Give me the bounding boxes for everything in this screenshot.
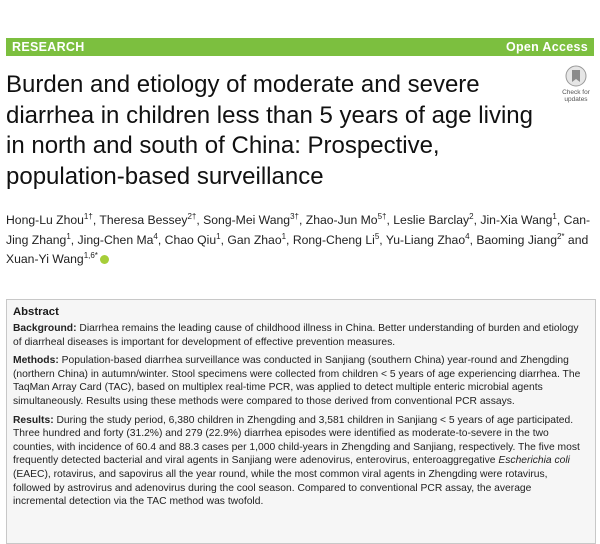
author-affiliation-marker: 1 bbox=[216, 231, 221, 241]
author-affiliation-marker: 5† bbox=[377, 211, 387, 221]
author-affiliation-marker: 2 bbox=[469, 211, 474, 221]
author-affiliation-marker: 3† bbox=[290, 211, 299, 221]
abstract-box bbox=[6, 299, 596, 544]
author-name[interactable]: Chao Qiu bbox=[164, 232, 217, 247]
author-affiliation-marker: 1,6* bbox=[83, 250, 98, 260]
abstract-background-label: Background: bbox=[13, 323, 77, 334]
author-affiliation-marker: 4 bbox=[153, 231, 158, 241]
author-name[interactable]: Jin-Xia Wang bbox=[480, 213, 553, 227]
abstract-background bbox=[13, 322, 587, 349]
abstract-heading: Abstract bbox=[13, 306, 59, 318]
author-name[interactable]: Xuan-Yi Wang bbox=[6, 252, 84, 266]
bookmark-ribbon-icon bbox=[564, 65, 588, 87]
check-for-updates-button[interactable] bbox=[557, 65, 595, 103]
author-affiliation-marker: 1 bbox=[281, 231, 287, 241]
author-name[interactable]: Can-Jing Zhang bbox=[6, 213, 591, 247]
author-affiliation-marker: 5 bbox=[374, 231, 380, 241]
author-name[interactable]: Song-Mei Wang bbox=[203, 213, 291, 227]
author-affiliation-marker: 1† bbox=[83, 211, 93, 221]
abstract-methods-text: Population-based diarrhea surveillance was conducted in Sanjiang (southern China) year-round and Zhengding (northern China) in autumn/winter. Stool specimens were collected from children < 5 years of age experiencing diarrhea. The TaqMan Array Card (TAC), based on multiplex real-time PCR, was applied to detect multiple enteric microbial agents simultaneously. Results using these methods were compared to those derived from conventional PCR assays. bbox=[13, 355, 581, 407]
abstract-methods-label: Methods: bbox=[13, 355, 59, 367]
author-name[interactable]: Rong-Cheng Li bbox=[292, 232, 375, 247]
abstract-results bbox=[13, 414, 587, 509]
check-for-label: Check for bbox=[562, 89, 590, 96]
author-affiliation-marker: 2† bbox=[187, 211, 197, 221]
orcid-icon[interactable] bbox=[100, 255, 109, 264]
article-type-label: RESEARCH bbox=[12, 40, 85, 54]
updates-label: updates bbox=[564, 96, 588, 103]
abstract-results-label: Results: bbox=[13, 414, 54, 426]
author-affiliation-marker: 1 bbox=[66, 231, 71, 241]
author-name[interactable]: Jing-Chen Ma bbox=[77, 232, 154, 247]
author-name[interactable]: Hong-Lu Zhou bbox=[6, 213, 84, 227]
authors-conjunction: and bbox=[567, 232, 589, 247]
author-name[interactable]: Baoming Jiang bbox=[476, 232, 557, 247]
abstract-results-text: During the study period, 6,380 children in Zhengding and 3,581 children in Sanjiang < 5 years of age participated. Three hundred and forty (31.2%) and 279 (22.9%) diarrhea episodes were identified as moderate-to-severe in the two counties, with incidence of 60.4 and 88.3 cases per 1,000 child-years in Zhengding and Sanjiang, respectively. The five most frequently detected bacterial and viral agents in Sanjiang were adenovirus, enterovirus, enteroaggregative Escherichia coli (EAEC), rotavirus, and sapovirus all the year round, while the most common viral agents in Zhengding were rotavirus, followed by astrovirus and adenovirus during the cool season. Compared to conventional PCR assay, the average incremental detection via the TAC method was twofold. bbox=[13, 414, 580, 508]
author-name[interactable]: Leslie Barclay bbox=[393, 213, 470, 227]
abstract-methods bbox=[13, 354, 587, 408]
author-affiliation-marker: 4 bbox=[465, 231, 470, 241]
author-name[interactable]: Zhao-Jun Mo bbox=[305, 213, 378, 227]
author-list: Hong-Lu Zhou$^{1\dagger}$, Theresa Bessey$^{2\dagger}$, Song-Mei Wang$^{3\dagger}$, Zhao-Jun $Mo^{5\dagger}$, Leslie Barclay$^2$, Jin-Xia Wang$^1$, Can-Jing Zhang$^1$, Jing-Chen Ma$^4$, Chao Qiu$^1$, Gan Zhao$^1$, Rong-Cheng Li$^5$, Yu-Liang Zhao$^4$, Baoming Jiang$^{2*}$ and Xuan-Yi Wang$^{1,6*}$ bbox=[6, 211, 591, 266]
author-name[interactable]: Yu-Liang Zhao bbox=[385, 232, 466, 247]
abstract-background-text: Diarrhea remains the leading cause of childhood illness in China. Better understanding of burden and etiology of diarrheal diseases is important for development of effective prevention measures. bbox=[13, 323, 579, 348]
article-type-banner bbox=[6, 38, 594, 56]
author-affiliation-marker: 2* bbox=[556, 231, 565, 241]
open-access-label[interactable]: Open Access bbox=[505, 40, 588, 54]
author-name[interactable]: Theresa Bessey bbox=[99, 213, 188, 227]
author-affiliation-marker: 1 bbox=[552, 211, 557, 221]
author-name[interactable]: Gan Zhao bbox=[227, 232, 282, 247]
article-title: Burden and etiology of moderate and severe diarrhea in children less than 5 years of age living in north and south of China: Prospective, population-based surveillance bbox=[6, 71, 533, 190]
